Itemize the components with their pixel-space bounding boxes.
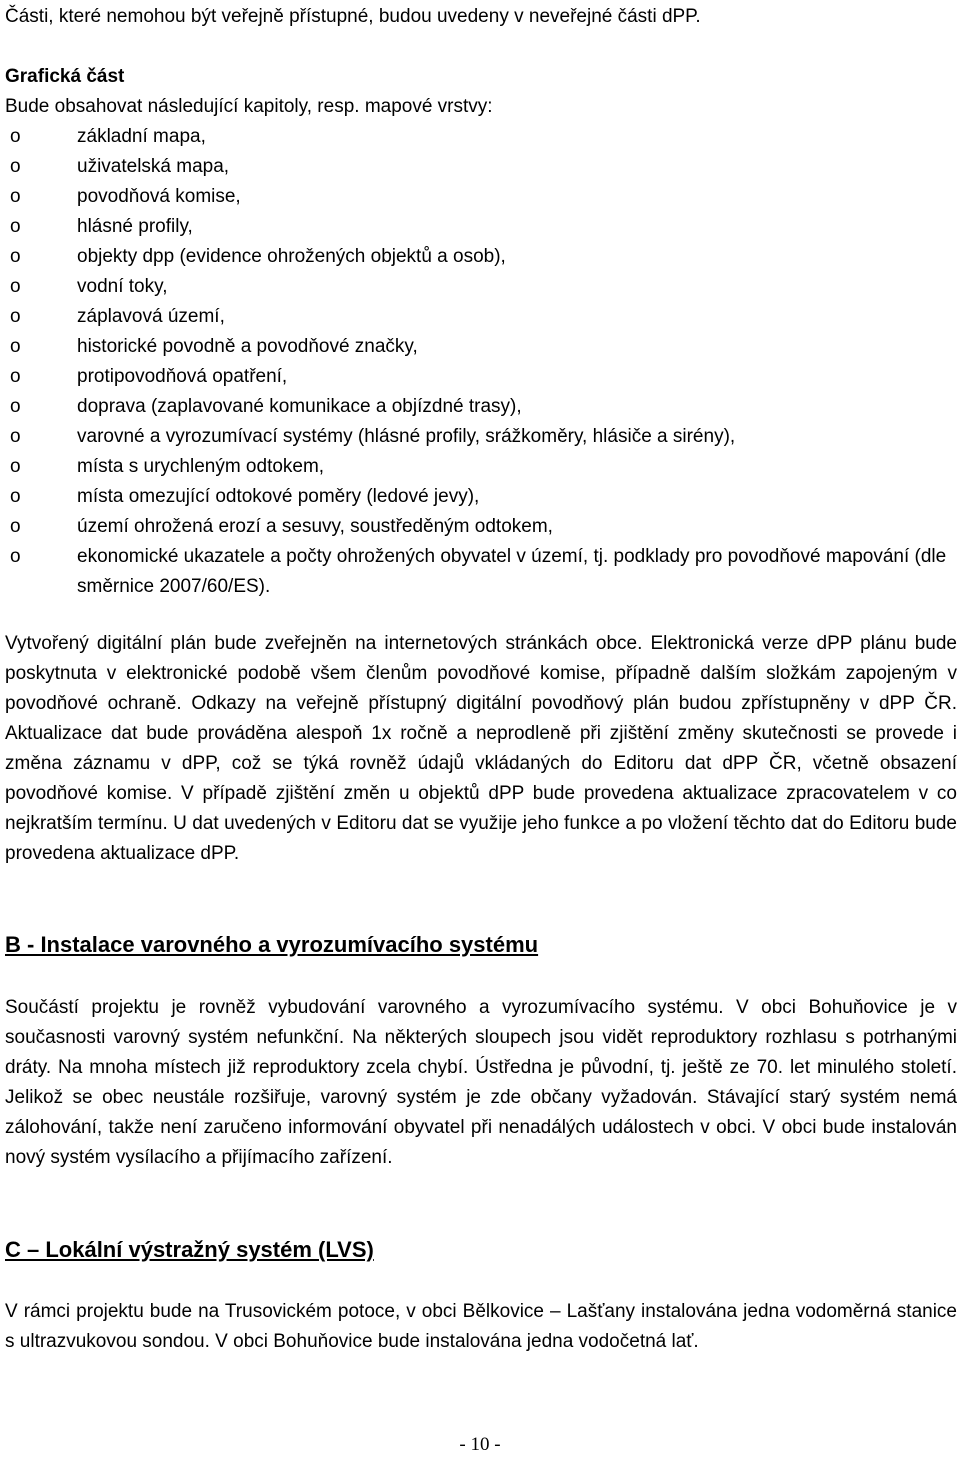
bullet-marker: o	[10, 516, 21, 537]
section-c-heading: C – Lokální výstražný systém (LVS)	[5, 1237, 374, 1262]
bullet-marker: o	[10, 186, 21, 207]
bullet-marker: o	[10, 366, 21, 387]
list-item-text: doprava (zaplavované komunikace a objízdné trasy),	[77, 396, 522, 417]
bullet-marker: o	[10, 246, 21, 267]
list-item-text: varovné a vyrozumívací systémy (hlásné profily, srážkoměry, hlásiče a sirény),	[77, 426, 736, 447]
list-item-text: území ohrožená erozí a sesuvy, soustředěným odtokem,	[77, 516, 553, 537]
section-c-paragraph: V rámci projektu bude na Trusovickém potoce, v obci Bělkovice – Lašťany instalována jedna vodoměrná stanice s ultrazvukovou sondou. V obci Bohuňovice bude instalována jedna vodočetná lať.	[5, 1301, 957, 1352]
list-item	[0, 302, 960, 332]
list-item	[0, 512, 960, 542]
list-item	[0, 362, 960, 392]
list-item	[0, 272, 960, 302]
list-item	[0, 482, 960, 512]
list-item-text: záplavová území,	[77, 306, 225, 327]
list-item	[0, 152, 960, 182]
list-item	[0, 422, 960, 452]
list-item-text: místa s urychleným odtokem,	[77, 456, 325, 477]
list-item	[0, 212, 960, 242]
bullet-marker: o	[10, 276, 21, 297]
list-item-text: protipovodňová opatření,	[77, 366, 288, 387]
graphic-part-heading: Grafická část	[5, 66, 125, 87]
list-item-text: historické povodně a povodňové značky,	[77, 336, 418, 357]
list-item-text: povodňová komise,	[77, 186, 241, 207]
digital-plan-paragraph: Vytvořený digitální plán bude zveřejněn na internetových stránkách obce. Elektronická verze dPP plánu bude poskytnuta v elektronické podobě všem členům povodňové komise, případně dalším složkám zapojeným v povodňové ochraně. Odkazy na veřejně přístupný digitální povodňový plán budou zpřístupněny v dPP ČR. Aktualizace dat bude prováděna alespoň 1x ročně a neprodleně při zjištění změny skutečnosti se provede i změna záznamu v dPP, což se týká rovněž údajů vkládaných do Editoru dat dPP ČR, včetně obsazení povodňové komise. V případě zjištění změn u objektů dPP bude provedena aktualizace zpracovatelem v co nejkratším termínu. U dat uvedených v Editoru dat se využije jeho funkce a po vložení těchto dat do Editoru bude provedena aktualizace dPP.	[5, 633, 957, 864]
list-item	[0, 452, 960, 482]
bullet-marker: o	[10, 306, 21, 327]
bullet-marker: o	[10, 126, 21, 147]
list-item	[0, 392, 960, 422]
graphic-part-lead: Bude obsahovat následující kapitoly, resp. mapové vrstvy:	[5, 96, 493, 117]
bullet-marker: o	[10, 396, 21, 417]
bullet-marker: o	[10, 456, 21, 477]
bullet-marker: o	[10, 426, 21, 447]
bullet-marker: o	[10, 486, 21, 507]
list-item	[0, 242, 960, 272]
list-item	[0, 542, 960, 602]
intro-text: Části, které nemohou být veřejně přístupné, budou uvedeny v neveřejné části dPP.	[5, 6, 701, 27]
bullet-marker: o	[10, 546, 21, 567]
list-item-text: ekonomické ukazatele a počty ohrožených obyvatel v území, tj. podklady pro povodňové mapování (dle směrnice 2007/60/ES).	[77, 546, 947, 597]
bullet-marker: o	[10, 216, 21, 237]
list-item-text: vodní toky,	[77, 276, 168, 297]
page-number: - 10 -	[459, 1434, 501, 1455]
list-item	[0, 182, 960, 212]
list-item-text: objekty dpp (evidence ohrožených objektů a osob),	[77, 246, 506, 267]
list-item-text: základní mapa,	[77, 126, 206, 147]
map-layers-list	[0, 122, 960, 602]
list-item	[0, 122, 960, 152]
list-item-text: uživatelská mapa,	[77, 156, 230, 177]
section-b-heading: B - Instalace varovného a vyrozumívacího systému	[5, 932, 539, 957]
list-item-text: místa omezující odtokové poměry (ledové jevy),	[77, 486, 480, 507]
bullet-marker: o	[10, 336, 21, 357]
list-item-text: hlásné profily,	[77, 216, 193, 237]
bullet-marker: o	[10, 156, 21, 177]
list-item	[0, 332, 960, 362]
section-b-paragraph: Součástí projektu je rovněž vybudování varovného a vyrozumívacího systému. V obci Bohuňovice je v současnosti varovný systém nefunkční. Na některých sloupech jsou vidět reproduktory rozhlasu s potrhanými dráty. Na mnoha místech již reproduktory zcela chybí. Ústředna je původní, tj. ještě ze 70. let minulého století. Jelikož se obec neustále rozšiřuje, varovný systém je zde občany vyžadován. Stávající starý systém nemá zálohování, takže není zaručeno informování obyvatel při nenadálých událostech v obci. V obci bude instalován nový systém vysílacího a přijímacího zařízení.	[5, 997, 957, 1168]
